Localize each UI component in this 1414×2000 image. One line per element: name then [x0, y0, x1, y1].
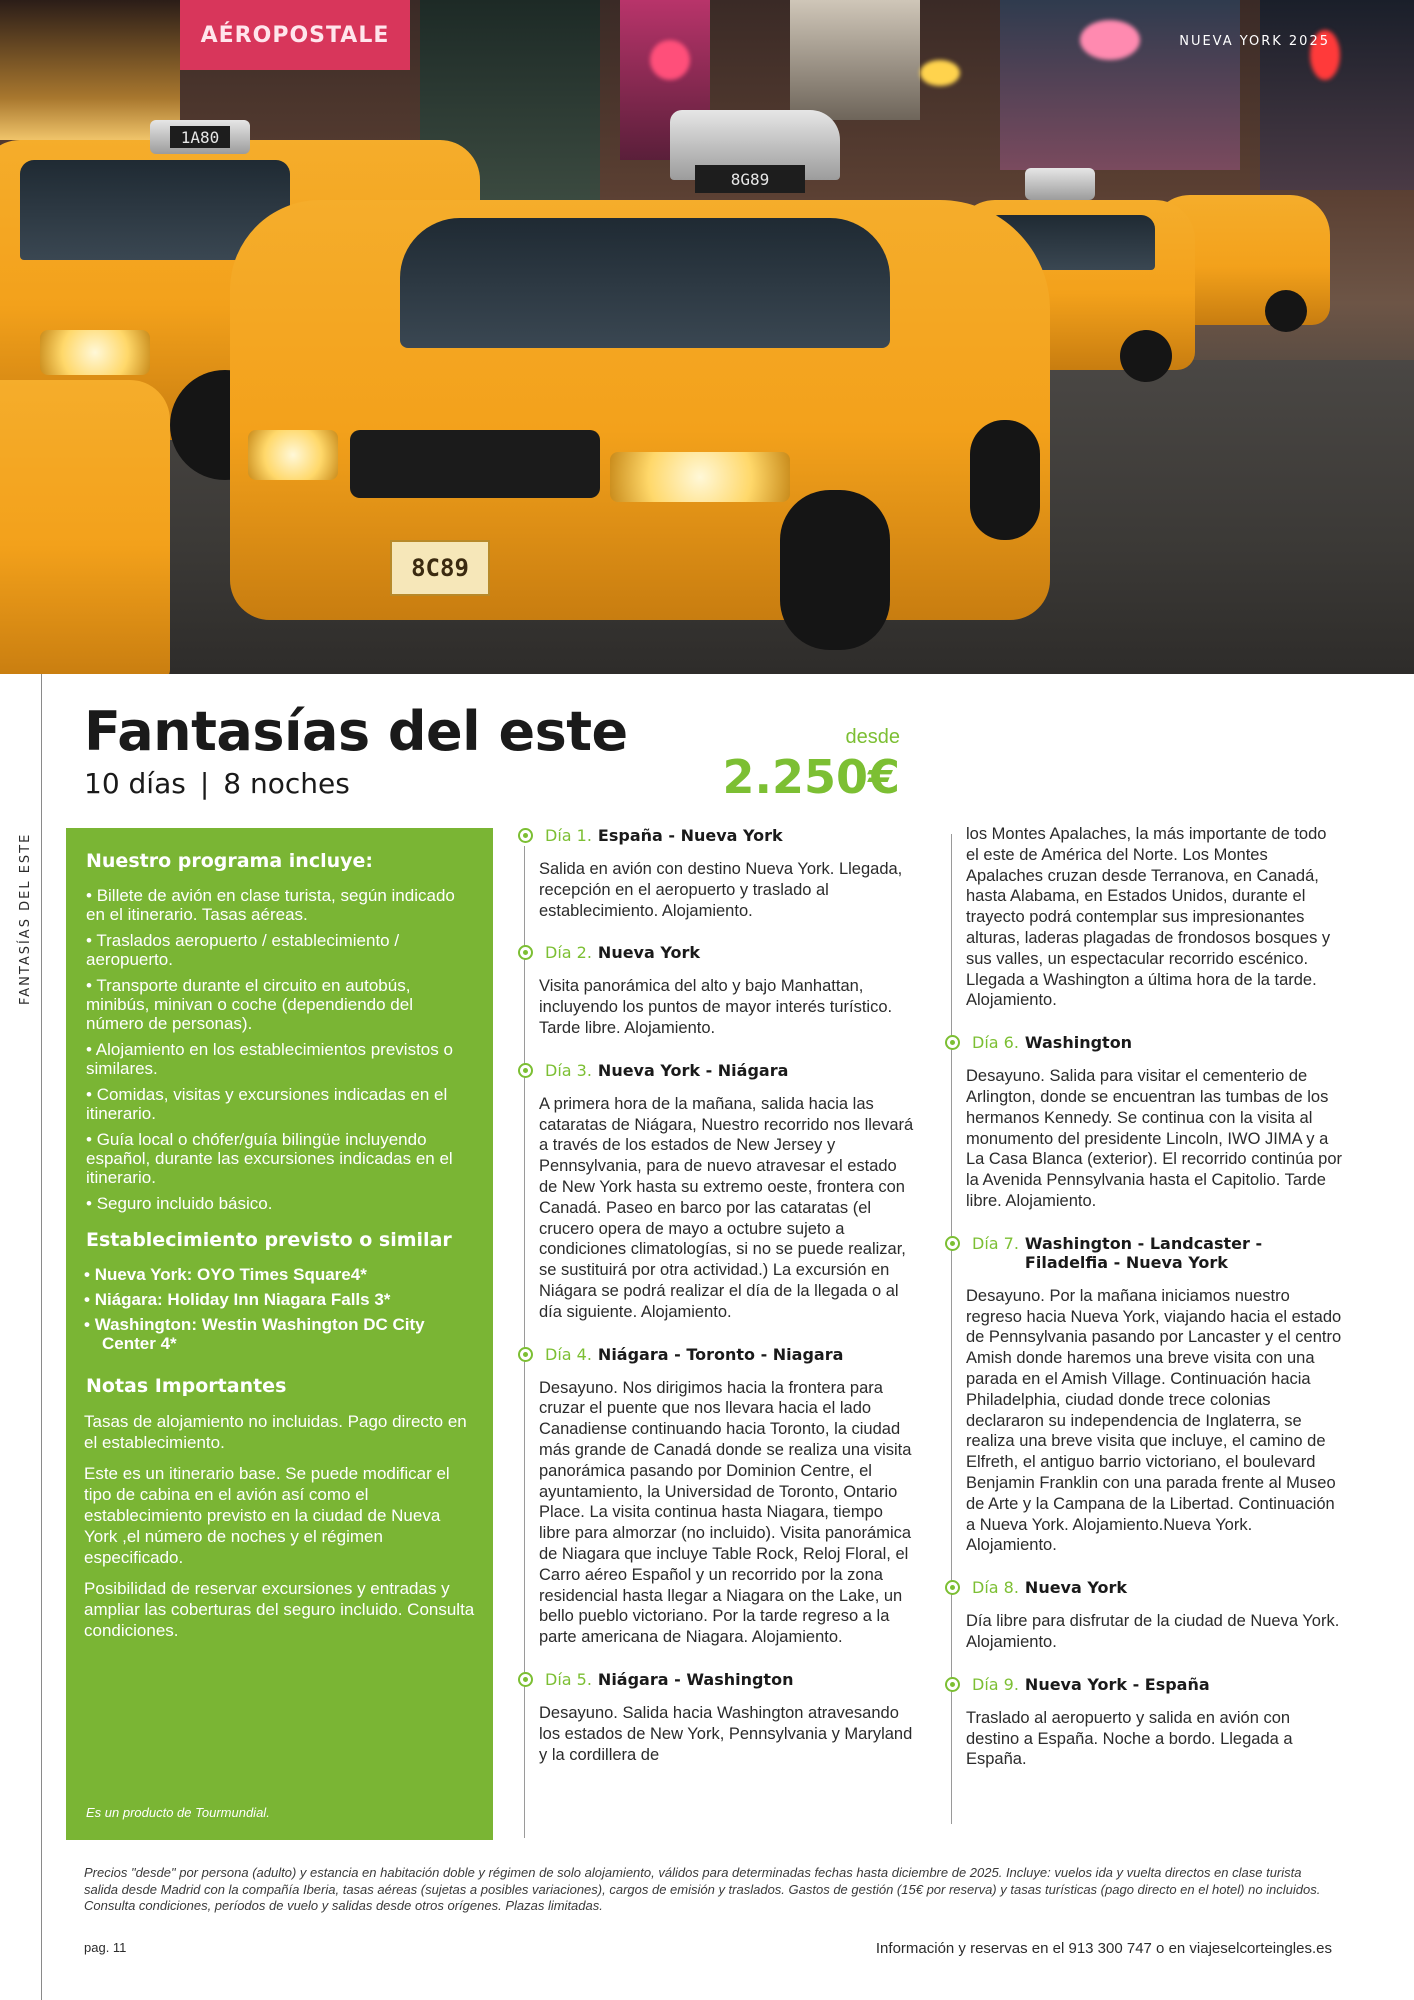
- headlight: [610, 452, 790, 502]
- bullet-icon: [945, 1236, 960, 1251]
- day-header: [518, 1670, 916, 1689]
- day-header: [518, 943, 916, 962]
- bullet-icon: [518, 828, 533, 843]
- day-description: Día libre para disfrutar de la ciudad de Nueva York. Alojamiento.: [966, 1612, 1340, 1651]
- bullet-icon: [518, 1672, 533, 1687]
- day-description: Traslado al aeropuerto y salida en avión con destino a España. Noche a bordo. Llegada a España.: [966, 1708, 1293, 1769]
- program-box: [66, 828, 493, 1840]
- hero-label: NUEVA YORK 2025: [1179, 34, 1330, 49]
- itinerary-day: [518, 943, 916, 1038]
- store-sign: AÉROPOSTALE: [180, 0, 410, 70]
- itinerary-day: [518, 1345, 916, 1648]
- duration-nights: 8 noches: [223, 767, 350, 800]
- day-header: [945, 1234, 1343, 1272]
- list-item: • Alojamiento en los establecimientos previstos o similares.: [84, 1040, 475, 1078]
- page-title: Fantasías del este: [84, 700, 628, 763]
- bullet-icon: [945, 1035, 960, 1050]
- product-credit: Es un producto de Tourmundial.: [86, 1805, 270, 1820]
- day-route: Nueva York: [597, 943, 700, 963]
- day-description: A primera hora de la mañana, salida hacia las cataratas de Niágara, Nuestro recorrido nos llevará a través de los estados de New Jersey y Pennsylvania, para de nuevo atravesar el estado de New York hasta su extremo oeste, frontera con Canadá. Paseo en barco por las cataratas (el crucero opera de mayo a octubre sujeto a condiciones climatologías, si no se puede realizar, se sustituirá por otra actividad.) La excursión en Niágara se podrá realizar el día de la llegada o al día siguiente. Alojamiento.: [539, 1094, 914, 1321]
- neon-light: [650, 40, 690, 80]
- day-route: Nueva York: [1024, 1578, 1127, 1598]
- bullet-icon: [945, 1580, 960, 1595]
- bullet-icon: [518, 1347, 533, 1362]
- day-route: Nueva York - España: [1024, 1674, 1210, 1694]
- note-paragraph: Tasas de alojamiento no incluidas. Pago directo en el establecimiento.: [84, 1412, 467, 1452]
- wheel: [1120, 330, 1172, 382]
- day-route: Nueva York - Niágara: [597, 1060, 789, 1080]
- neon-light: [1080, 20, 1140, 60]
- day-number: Día 4.: [545, 1344, 592, 1364]
- note-paragraph: Este es un itinerario base. Se puede modificar el tipo de cabina en el avión así como el establecimiento previsto en la ciudad de Nueva York ,el número de noches y el régimen especificado.: [84, 1464, 450, 1567]
- itinerary-day: [945, 1234, 1343, 1556]
- day-description: Salida en avión con destino Nueva York. Llegada, recepción en el aeropuerto y traslado al establecimiento. Alojamiento.: [539, 860, 903, 920]
- bullet-icon: [518, 1063, 533, 1078]
- building: [1260, 0, 1414, 190]
- bullet-icon: [518, 945, 533, 960]
- license-plate: 8C89: [390, 540, 490, 596]
- notes-heading: Notas Importantes: [86, 1375, 287, 1397]
- list-item: • Comidas, visitas y excursiones indicadas en el itinerario.: [84, 1085, 475, 1123]
- hotels-list: [84, 1265, 475, 1353]
- day-route: Washington - Landcaster - Filadelfia - Nueva York: [1024, 1233, 1263, 1272]
- list-item: • Billete de avión en clase turista, según indicado en el itinerario. Tasas aéreas.: [84, 886, 475, 924]
- day-description: Desayuno. Nos dirigimos hacia la frontera para cruzar el puente que nos llevara hacia el lado Canadiense continuando hacia Toronto, la ciudad más grande de Canadá donde se realiza una visita panorámica pasando por Dominion Centre, el ayuntamiento, la Universidad de Toronto, Ontario Place. La visita continua hasta Niagara, tiempo libre para almorzar (no incluido). Visita panorámica de Niagara que incluye Table Rock, Reloj Floral, el Carro aéreo Español y un recorrido por la zona residencial hasta llegar a Niagara on the Lake, un bello pueblo victoriano. Por la tarde regreso a la parte americana de Niagara. Alojamiento.: [539, 1378, 912, 1647]
- roof-number: 1A80: [170, 126, 230, 148]
- duration-days: 10 días: [84, 767, 186, 800]
- day-number: Día 9.: [972, 1674, 1019, 1694]
- day-route: Niágara - Washington: [597, 1669, 794, 1689]
- day-route: España - Nueva York: [597, 826, 783, 845]
- side-label: FANTASÍAS DEL ESTE: [18, 832, 33, 1005]
- day-header: [518, 1061, 916, 1080]
- day-header: [945, 1578, 1343, 1597]
- day-route: Niágara - Toronto - Niagara: [597, 1344, 844, 1364]
- price-label: desde: [845, 726, 900, 748]
- taxi-grille: [350, 430, 600, 498]
- left-rule: [41, 674, 42, 2000]
- neon-light: [920, 60, 960, 86]
- roof-number: 8G89: [695, 165, 805, 193]
- list-item: • Traslados aeropuerto / establecimiento / aeropuerto.: [84, 931, 475, 969]
- day-number: Día 8.: [972, 1578, 1019, 1598]
- wheel: [780, 490, 890, 650]
- list-item: • Guía local o chófer/guía bilingüe incluyendo español, durante las excursiones indicadas en el itinerario.: [84, 1130, 475, 1187]
- taxi-roof-sign: [1025, 168, 1095, 200]
- building: [790, 0, 920, 120]
- note-paragraph: Posibilidad de reservar excursiones y entradas y ampliar las coberturas del seguro incluido. Consulta condiciones.: [84, 1579, 475, 1640]
- itinerary-day: [518, 826, 916, 921]
- wheel: [1265, 290, 1307, 332]
- day-number: Día 7.: [972, 1233, 1019, 1253]
- itinerary-day: [945, 1675, 1343, 1770]
- wheel: [970, 420, 1040, 540]
- day-number: Día 2.: [545, 943, 592, 963]
- headlight: [40, 330, 150, 375]
- windshield: [400, 218, 890, 348]
- page-number: pag. 11: [84, 1940, 127, 1955]
- itinerary-column-1: [518, 826, 916, 1765]
- itinerary-day: [518, 1670, 916, 1765]
- itinerary-day: [518, 1061, 916, 1323]
- day-number: Día 6.: [972, 1033, 1019, 1053]
- day-description: Visita panorámica del alto y bajo Manhattan, incluyendo los puntos de mayor interés turístico. Tarde libre. Alojamiento.: [539, 977, 893, 1037]
- list-item: • Transporte durante el circuito en autobús, minibús, minivan o coche (dependiendo del número de personas).: [84, 976, 475, 1033]
- headlight: [248, 430, 338, 480]
- contact-info: Información y reservas en el 913 300 747 o en viajeselcorteingles.es: [875, 1940, 1332, 1957]
- day-number: Día 3.: [545, 1060, 592, 1080]
- day-header: [518, 826, 916, 845]
- duration-separator: |: [199, 767, 210, 800]
- program-list: [84, 886, 475, 1213]
- day-header: [518, 1345, 916, 1364]
- hero-photo: [0, 0, 1414, 674]
- itinerary-day: [945, 1578, 1343, 1653]
- hotels-heading: Establecimiento previsto o similar: [86, 1229, 452, 1251]
- fine-print: Precios "desde" por persona (adulto) y estancia en habitación doble y régimen de solo alojamiento, válidos para determinadas fechas hasta diciembre de 2025. Incluye: vuelos ida y vuelta directos en clase turista salida desde Madrid con la compañía Iberia, tasas aéreas (sujetas a posibles variaciones), cargos de emisión y traslados. Gastos de gestión (15€ por reserva) y tasas turísticas (pago directo en el hotel) no incluidos. Consulta condiciones, períodos de vuelo y salidas desde otros orígenes. Plazas limitadas.: [84, 1865, 1321, 1913]
- list-item: • Nueva York: OYO Times Square4*: [84, 1265, 475, 1284]
- day-header: [945, 1675, 1343, 1694]
- itinerary-day: [945, 1033, 1343, 1212]
- storefront: [0, 0, 180, 140]
- itinerary-column-2: [945, 826, 1343, 1770]
- list-item: • Washington: Westin Washington DC City Center 4*: [84, 1315, 475, 1353]
- list-item: • Seguro incluido básico.: [84, 1194, 475, 1213]
- day-number: Día 1.: [545, 826, 592, 845]
- day-description: Desayuno. Salida hacia Washington atravesando los estados de New York, Pennsylvania y Maryland y la cordillera de: [539, 1703, 913, 1764]
- day-description-continued: los Montes Apalaches, la más importante de todo el este de América del Norte. Los Montes Apalaches cruzan desde Terranova, en Canadá, hasta Alabama, en Estados Unidos, durante el trayecto podrá contemplar sus impresionantes alturas, laderas plagadas de frondosos bosques y sus valles, un espectacular recorrido escénico. Llegada a Washington a última hora de la tarde. Alojamiento.: [966, 825, 1331, 1010]
- day-header: [945, 1033, 1343, 1052]
- price-value: 2.250€: [722, 750, 900, 804]
- day-description: Desayuno. Salida para visitar el cementerio de Arlington, donde se encuentran las tumbas de los hermanos Kennedy. Se continua con la visita al monumento del presidente Lincoln, IWO JIMA y a La Casa Blanca (exterior). El recorrido continúa por la Avenida Pennsylvania hasta el Capitolio. Tarde libre. Alojamiento.: [966, 1067, 1343, 1210]
- day-description: Desayuno. Por la mañana iniciamos nuestro regreso hacia Nueva York, viajando hacia el estado de Pennsylvania pasando por Lancaster y el centro Amish donde haremos una breve visita con una parada en el Amish Village. Continuación hacia Philadelphia, ciudad donde trece colonias declararon su independencia de Inglaterra, se realiza una breve visita que incluye, el camino de Elfreth, el antiguo barrio victoriano, el boulevard Benjamin Franklin con una parada frente al Museo de Arte y la Campana de la Libertad. Continuación a Nueva York. Alojamiento.Nueva York. Alojamiento.: [966, 1286, 1342, 1555]
- bullet-icon: [945, 1677, 960, 1692]
- day-number: Día 5.: [545, 1669, 592, 1689]
- taxi-near-left: [0, 380, 170, 674]
- list-item: • Niágara: Holiday Inn Niagara Falls 3*: [84, 1290, 475, 1309]
- day-route: Washington: [1024, 1033, 1133, 1053]
- program-heading: Nuestro programa incluye:: [86, 850, 374, 872]
- trip-duration: [84, 767, 350, 800]
